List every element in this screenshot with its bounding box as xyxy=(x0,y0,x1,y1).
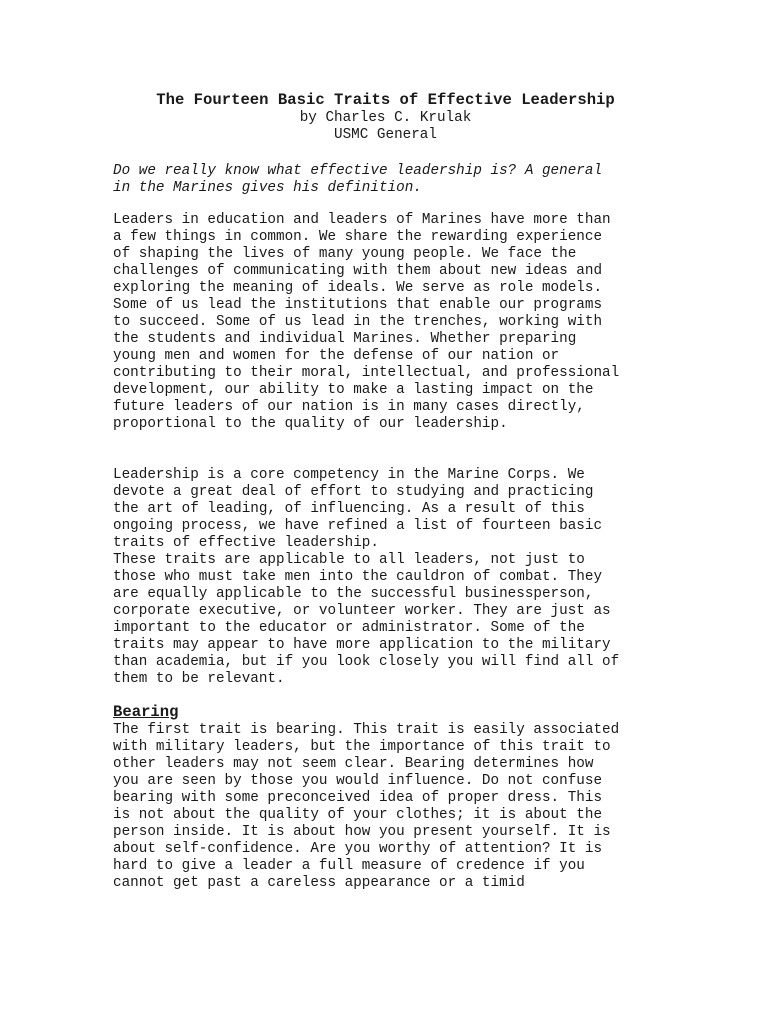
text-line: Do we really know what effective leadership is? A general xyxy=(113,163,603,179)
text-line: contributing to their moral, intellectual, and professional xyxy=(113,365,620,381)
text-line: in the Marines gives his definition. xyxy=(113,180,422,196)
text-line: important to the educator or administrator. Some of the xyxy=(113,620,585,636)
text-line: the art of leading, of influencing. As a result of this xyxy=(113,501,585,517)
bearing-paragraph xyxy=(113,722,658,892)
author-byline: by Charles C. Krulak xyxy=(299,110,472,126)
text-line: future leaders of our nation is in many cases directly, xyxy=(113,399,585,415)
text-line: development, our ability to make a lasting impact on the xyxy=(113,382,594,398)
core-competency-paragraph xyxy=(113,467,658,688)
author-rank: USMC General xyxy=(334,127,437,143)
text-line: ongoing process, we have refined a list of fourteen basic xyxy=(113,518,603,534)
text-line: are equally applicable to the successful businessperson, xyxy=(113,586,594,602)
text-line: These traits are applicable to all leaders, not just to xyxy=(113,552,585,568)
text-line: of shaping the lives of many young people. We face the xyxy=(113,246,577,262)
section-heading-bearing: Bearing xyxy=(113,703,179,721)
intro-paragraph xyxy=(113,212,658,433)
text-line: those who must take men into the cauldron of combat. They xyxy=(113,569,603,585)
text-line: hard to give a leader a full measure of credence if you xyxy=(113,858,585,874)
text-line: proportional to the quality of our leadership. xyxy=(113,416,508,432)
text-line: bearing with some preconceived idea of proper dress. This xyxy=(113,790,603,806)
text-line: a few things in common. We share the rewarding experience xyxy=(113,229,603,245)
text-line: is not about the quality of your clothes; it is about the xyxy=(113,807,603,823)
text-line: to succeed. Some of us lead in the trenches, working with xyxy=(113,314,603,330)
text-line: the students and individual Marines. Whether preparing xyxy=(113,331,577,347)
text-line: Some of us lead the institutions that enable our programs xyxy=(113,297,603,313)
text-line: than academia, but if you look closely you will find all of xyxy=(113,654,620,670)
text-line: person inside. It is about how you present yourself. It is xyxy=(113,824,611,840)
text-line: exploring the meaning of ideals. We serve as role models. xyxy=(113,280,603,296)
text-line: traits may appear to have more application to the military xyxy=(113,637,611,653)
text-line: other leaders may not seem clear. Bearing determines how xyxy=(113,756,594,772)
document-title: The Fourteen Basic Traits of Effective Leadership xyxy=(156,91,615,109)
text-line: them to be relevant. xyxy=(113,671,285,687)
text-line: young men and women for the defense of our nation or xyxy=(113,348,560,364)
text-line: traits of effective leadership. xyxy=(113,535,379,551)
document-page xyxy=(113,90,658,892)
text-line: The first trait is bearing. This trait is easily associated xyxy=(113,722,620,738)
text-line: challenges of communicating with them about new ideas and xyxy=(113,263,603,279)
text-line: about self-confidence. Are you worthy of attention? It is xyxy=(113,841,603,857)
text-line: Leaders in education and leaders of Marines have more than xyxy=(113,212,611,228)
text-line: cannot get past a careless appearance or a timid xyxy=(113,875,525,891)
text-line: devote a great deal of effort to studying and practicing xyxy=(113,484,594,500)
lead-paragraph xyxy=(113,163,658,197)
text-line: with military leaders, but the importance of this trait to xyxy=(113,739,611,755)
text-line: Leadership is a core competency in the Marine Corps. We xyxy=(113,467,585,483)
text-line: corporate executive, or volunteer worker. They are just as xyxy=(113,603,611,619)
text-line: you are seen by those you would influence. Do not confuse xyxy=(113,773,603,789)
